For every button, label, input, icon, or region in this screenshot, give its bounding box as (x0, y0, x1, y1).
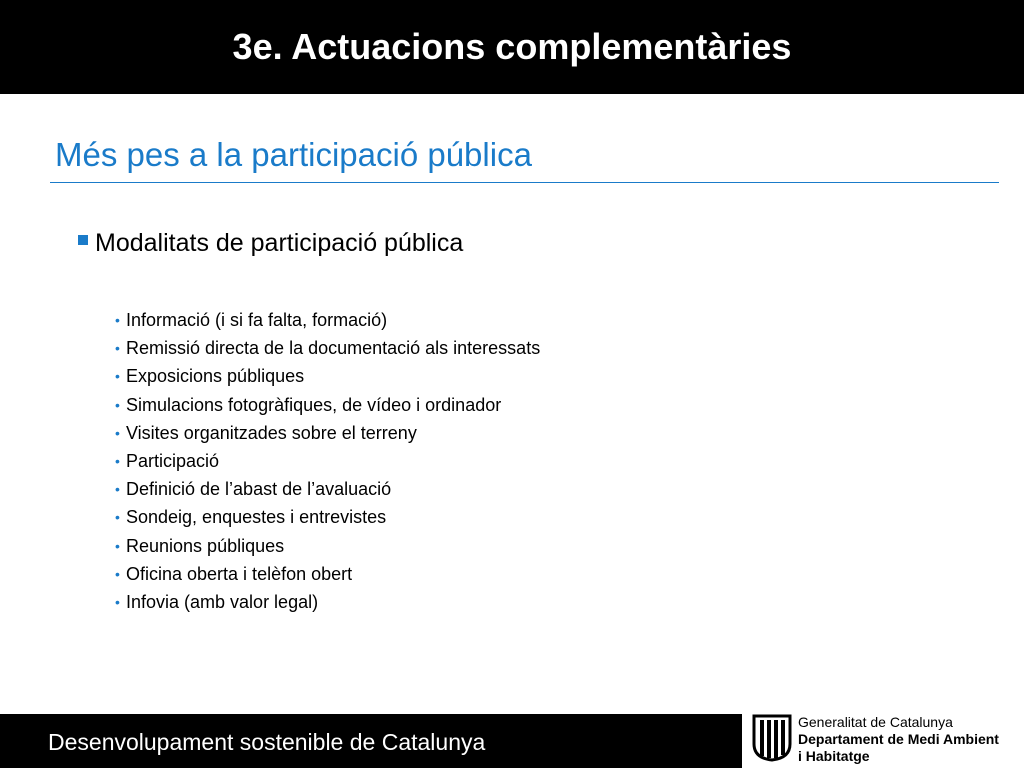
slide-title: 3e. Actuacions complementàries (232, 26, 792, 67)
dot-bullet-icon: • (115, 565, 120, 582)
list-item (115, 588, 540, 616)
dot-bullet-icon: • (115, 424, 120, 441)
dot-bullet-icon: • (115, 396, 120, 413)
department-name: Departament de Medi Ambient (798, 731, 999, 747)
list-item (115, 532, 540, 560)
list-item-text: Simulacions fotogràfiques, de vídeo i ordinador (126, 394, 502, 415)
dot-bullet-icon: • (115, 509, 120, 526)
list-item-text: Definició de l’abast de l’avaluació (126, 479, 392, 500)
dot-bullet-icon: • (115, 340, 120, 357)
dot-bullet-icon: • (115, 481, 120, 498)
list-item-text: Sondeig, enquestes i entrevistes (126, 507, 387, 528)
list-item-text: Exposicions públiques (126, 366, 305, 387)
list-item (115, 362, 540, 390)
list-item-text: Remissió directa de la documentació als interessats (126, 338, 541, 359)
list-item (115, 306, 540, 334)
list-item-text: Oficina oberta i telèfon obert (126, 563, 353, 584)
list-item (115, 560, 540, 588)
list-item (115, 475, 540, 503)
dot-bullet-icon: • (115, 368, 120, 385)
section-divider (50, 182, 999, 183)
section-title: Més pes a la participació pública (55, 136, 532, 173)
generalitat-crest-icon (752, 714, 792, 762)
list-item (115, 447, 540, 475)
list-item-text: Participació (126, 451, 220, 472)
department-name-continued: i Habitatge (798, 748, 870, 764)
list-item (115, 334, 540, 362)
footer-text: Desenvolupament sostenible de Catalunya (48, 729, 486, 755)
list-item (115, 419, 540, 447)
dot-bullet-icon: • (115, 593, 120, 610)
main-bullet-text: Modalitats de participació pública (95, 229, 464, 257)
dot-bullet-icon: • (115, 537, 120, 554)
participation-modalities-list (115, 306, 540, 616)
dot-bullet-icon: • (115, 453, 120, 470)
list-item (115, 391, 540, 419)
list-item-text: Reunions públiques (126, 535, 285, 556)
dot-bullet-icon: • (115, 312, 120, 329)
main-bullet (78, 226, 463, 260)
organization-name: Generalitat de Catalunya (798, 714, 953, 730)
list-item-text: Visites organitzades sobre el terreny (126, 422, 417, 443)
square-bullet-icon (78, 235, 88, 245)
list-item-text: Informació (i si fa falta, formació) (126, 310, 388, 331)
list-item (115, 503, 540, 531)
list-item-text: Infovia (amb valor legal) (126, 591, 319, 612)
